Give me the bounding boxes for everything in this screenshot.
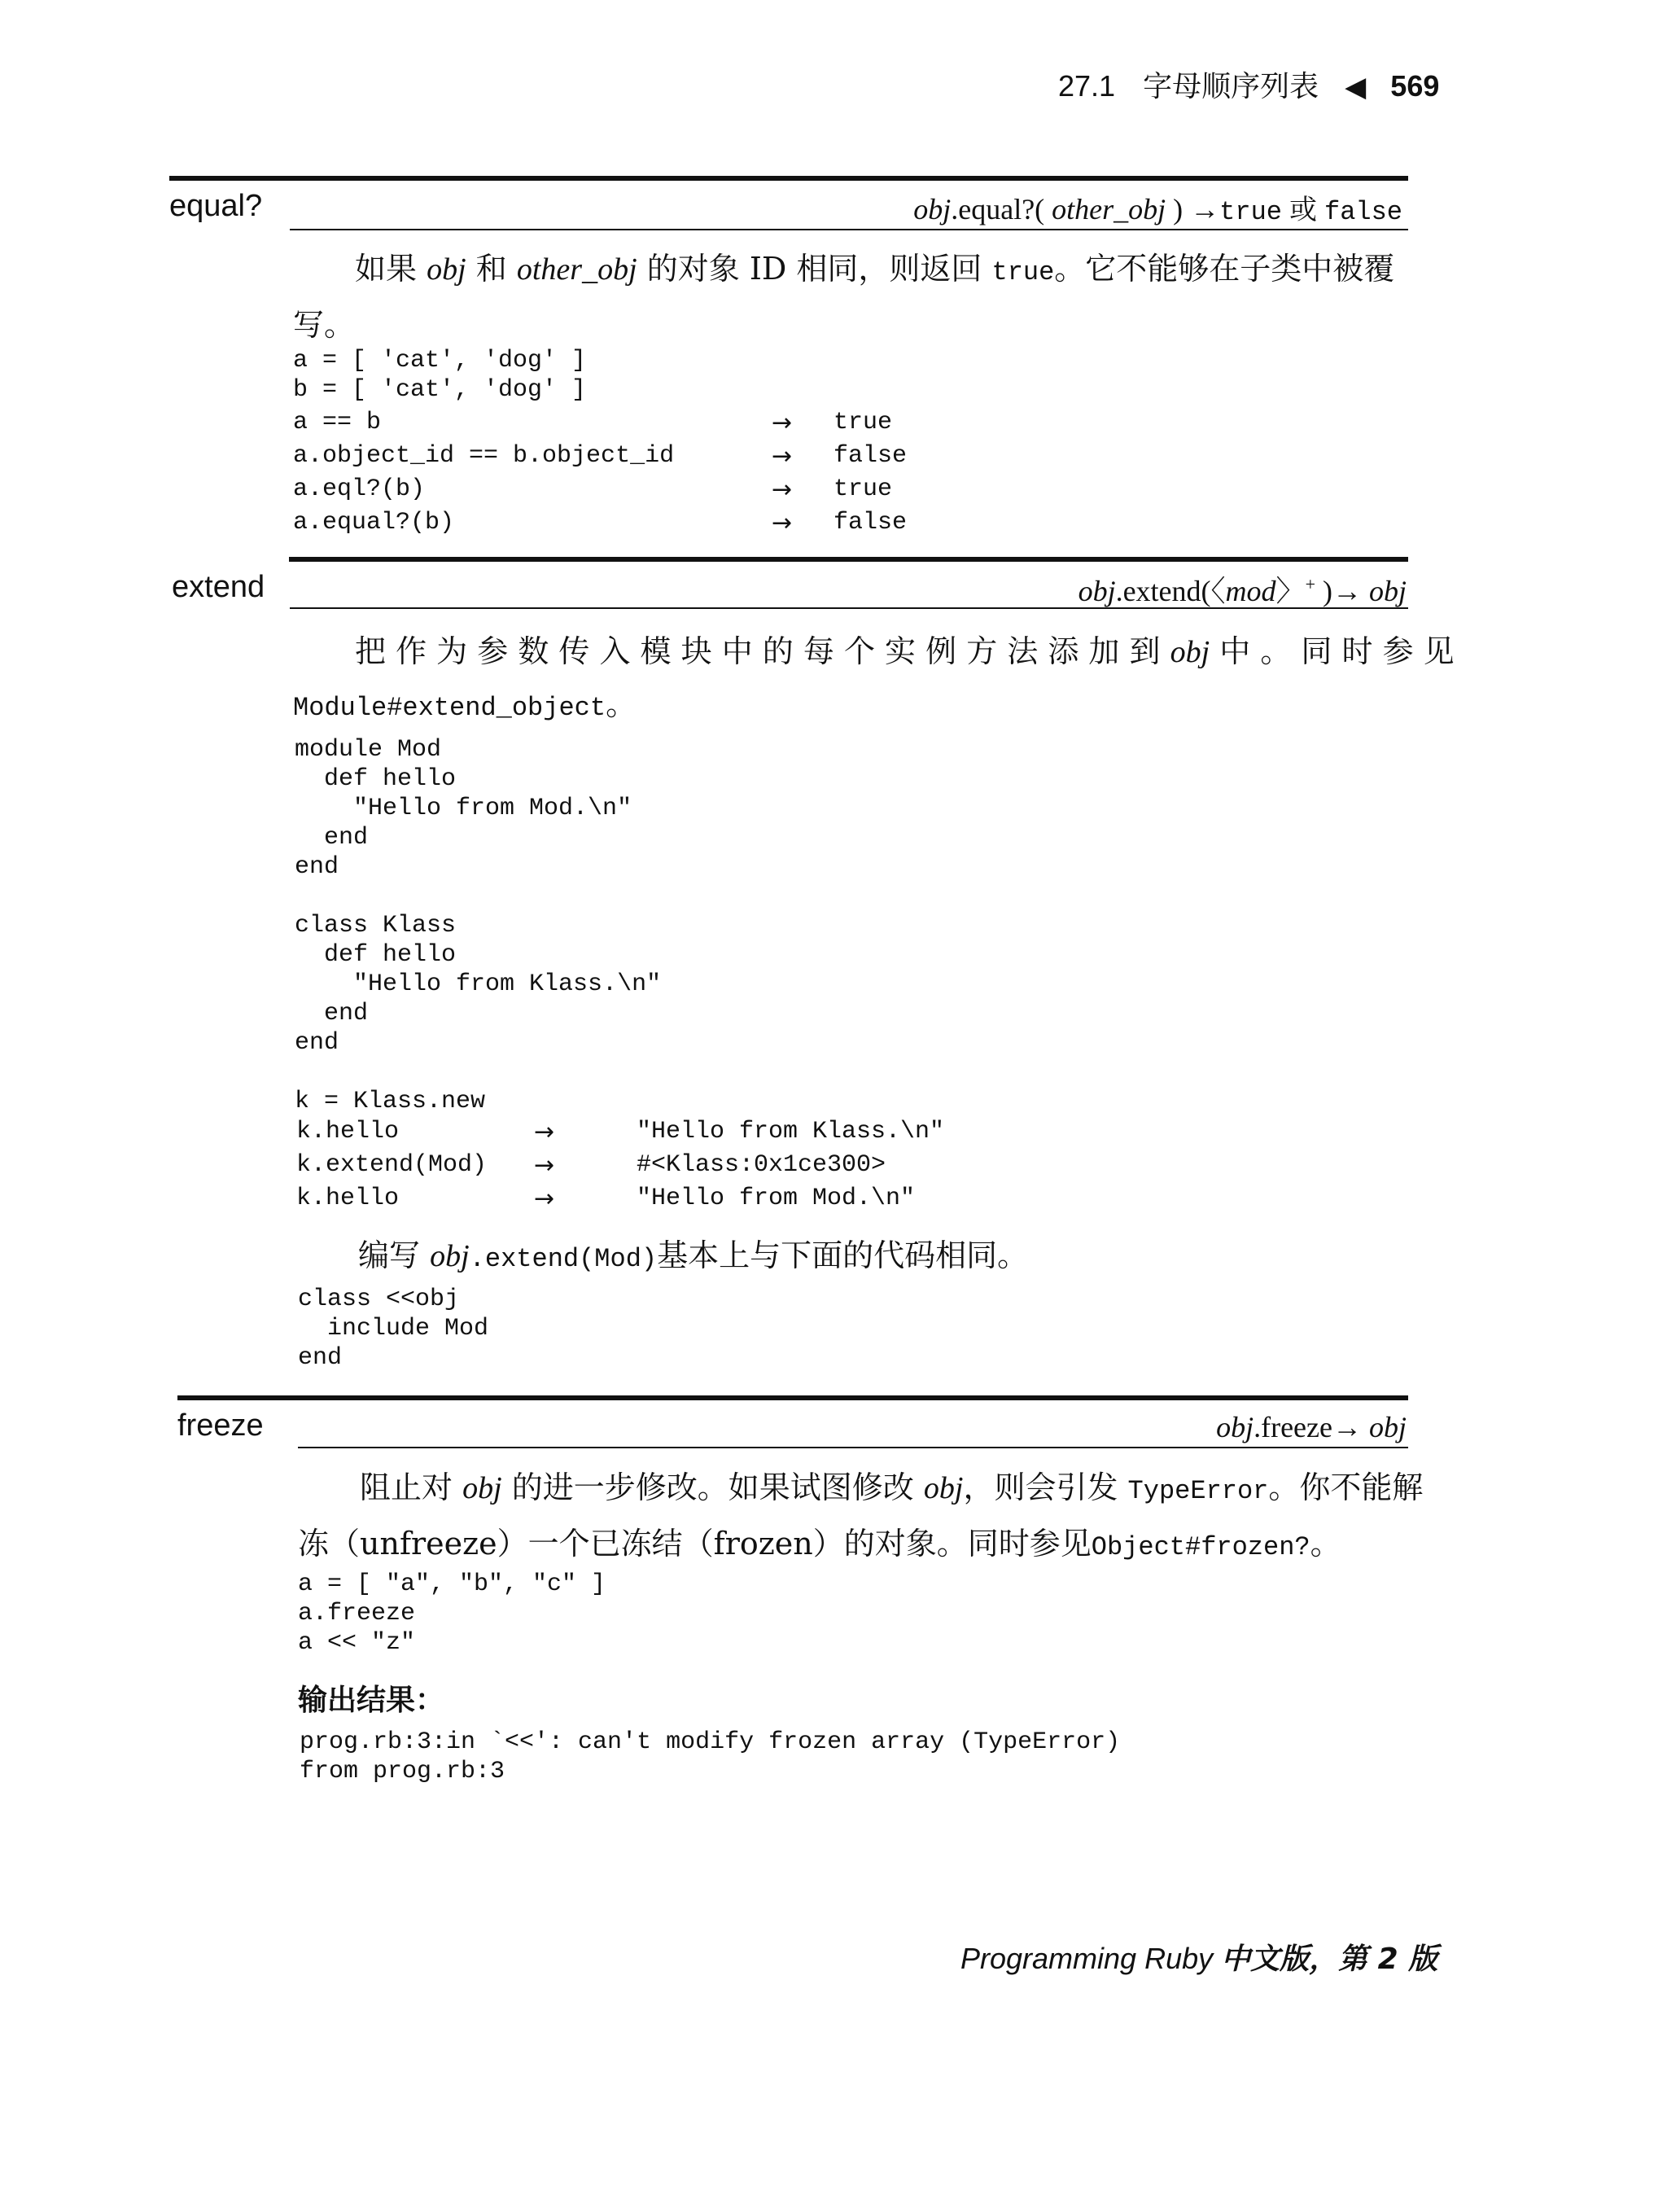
examples-extend: [296, 1118, 1029, 1218]
note-extend: 编写 obj.extend(Mod)基本上与下面的代码相同。: [358, 1237, 1029, 1274]
example-row: a.equal?(b) → false: [293, 509, 908, 537]
entry-rule-extend: [289, 557, 1408, 562]
method-name-extend: extend: [172, 570, 265, 604]
description-extend: 把 作 为 参 数 传 入 模 块 中 的 每 个 实 例 方 法 添 加 到 obj 中 。 同 时 参 见 Module#extend_object。: [293, 633, 1455, 723]
method-signature-extend: obj.extend(〈mod〉+ )→ obj: [1078, 574, 1407, 607]
page-marker-icon: ◀: [1345, 72, 1367, 103]
section-title: 字母顺序列表: [1143, 70, 1319, 103]
examples-equal: [293, 409, 1026, 542]
entry-rule-freeze: [177, 1395, 1408, 1400]
description-freeze: 阻止对 obj 的进一步修改。如果试图修改 obj，则会引发 TypeError。你不能解 冻（unfreeze）一个已冻结（frozen）的对象。同时参见Object#frozen?。: [298, 1470, 1424, 1562]
page-number: 569: [1390, 69, 1440, 103]
section-number: 27.1: [1058, 69, 1116, 103]
output-block-freeze: prog.rb:3:in `<<': can't modify frozen array (TypeError) from prog.rb:3: [300, 1728, 1121, 1785]
example-row: k.hello → "Hello from Klass.\n": [296, 1118, 945, 1146]
code-block-extend-equivalent: class <<obj include Mod end: [298, 1286, 489, 1372]
example-row: a == b → true: [293, 409, 893, 437]
method-name-equal: equal?: [169, 189, 263, 223]
example-row: k.hello → "Hello from Mod.\n": [296, 1185, 916, 1213]
method-signature-equal: obj.equal?( other_obj ) →true 或 false: [913, 193, 1402, 227]
method-name-freeze: freeze: [177, 1408, 264, 1443]
signature-rule-freeze: [298, 1447, 1408, 1448]
example-row: a.object_id == b.object_id → false: [293, 442, 908, 471]
code-block-freeze: a = [ "a", "b", "c" ] a.freeze a << "z": [298, 1570, 606, 1657]
book-footer: Programming Ruby 中文版，第 2 版: [960, 1942, 1438, 1976]
signature-rule-extend: [290, 607, 1408, 609]
method-signature-freeze: obj.freeze→ obj: [1216, 1411, 1407, 1443]
output-heading: 输出结果：: [298, 1684, 445, 1717]
example-row: a.eql?(b) → true: [293, 475, 893, 504]
signature-rule-equal: [290, 229, 1408, 230]
description-equal: 如果 obj 和 other_obj 的对象 ID 相同，则返回 true。它不能够在子类中被覆 写。: [293, 251, 1395, 343]
code-block-equal: a = [ 'cat', 'dog' ] b = [ 'cat', 'dog' ]: [293, 347, 587, 404]
entry-rule-equal: [169, 176, 1408, 181]
code-block-extend: module Mod def hello "Hello from Mod.\n" end end class Klass def hello "Hello from Klass.\n" end end k = Klass.new: [295, 736, 662, 1115]
example-row: k.extend(Mod) → #<Klass:0x1ce300>: [296, 1151, 886, 1180]
running-header: [1058, 64, 1439, 105]
